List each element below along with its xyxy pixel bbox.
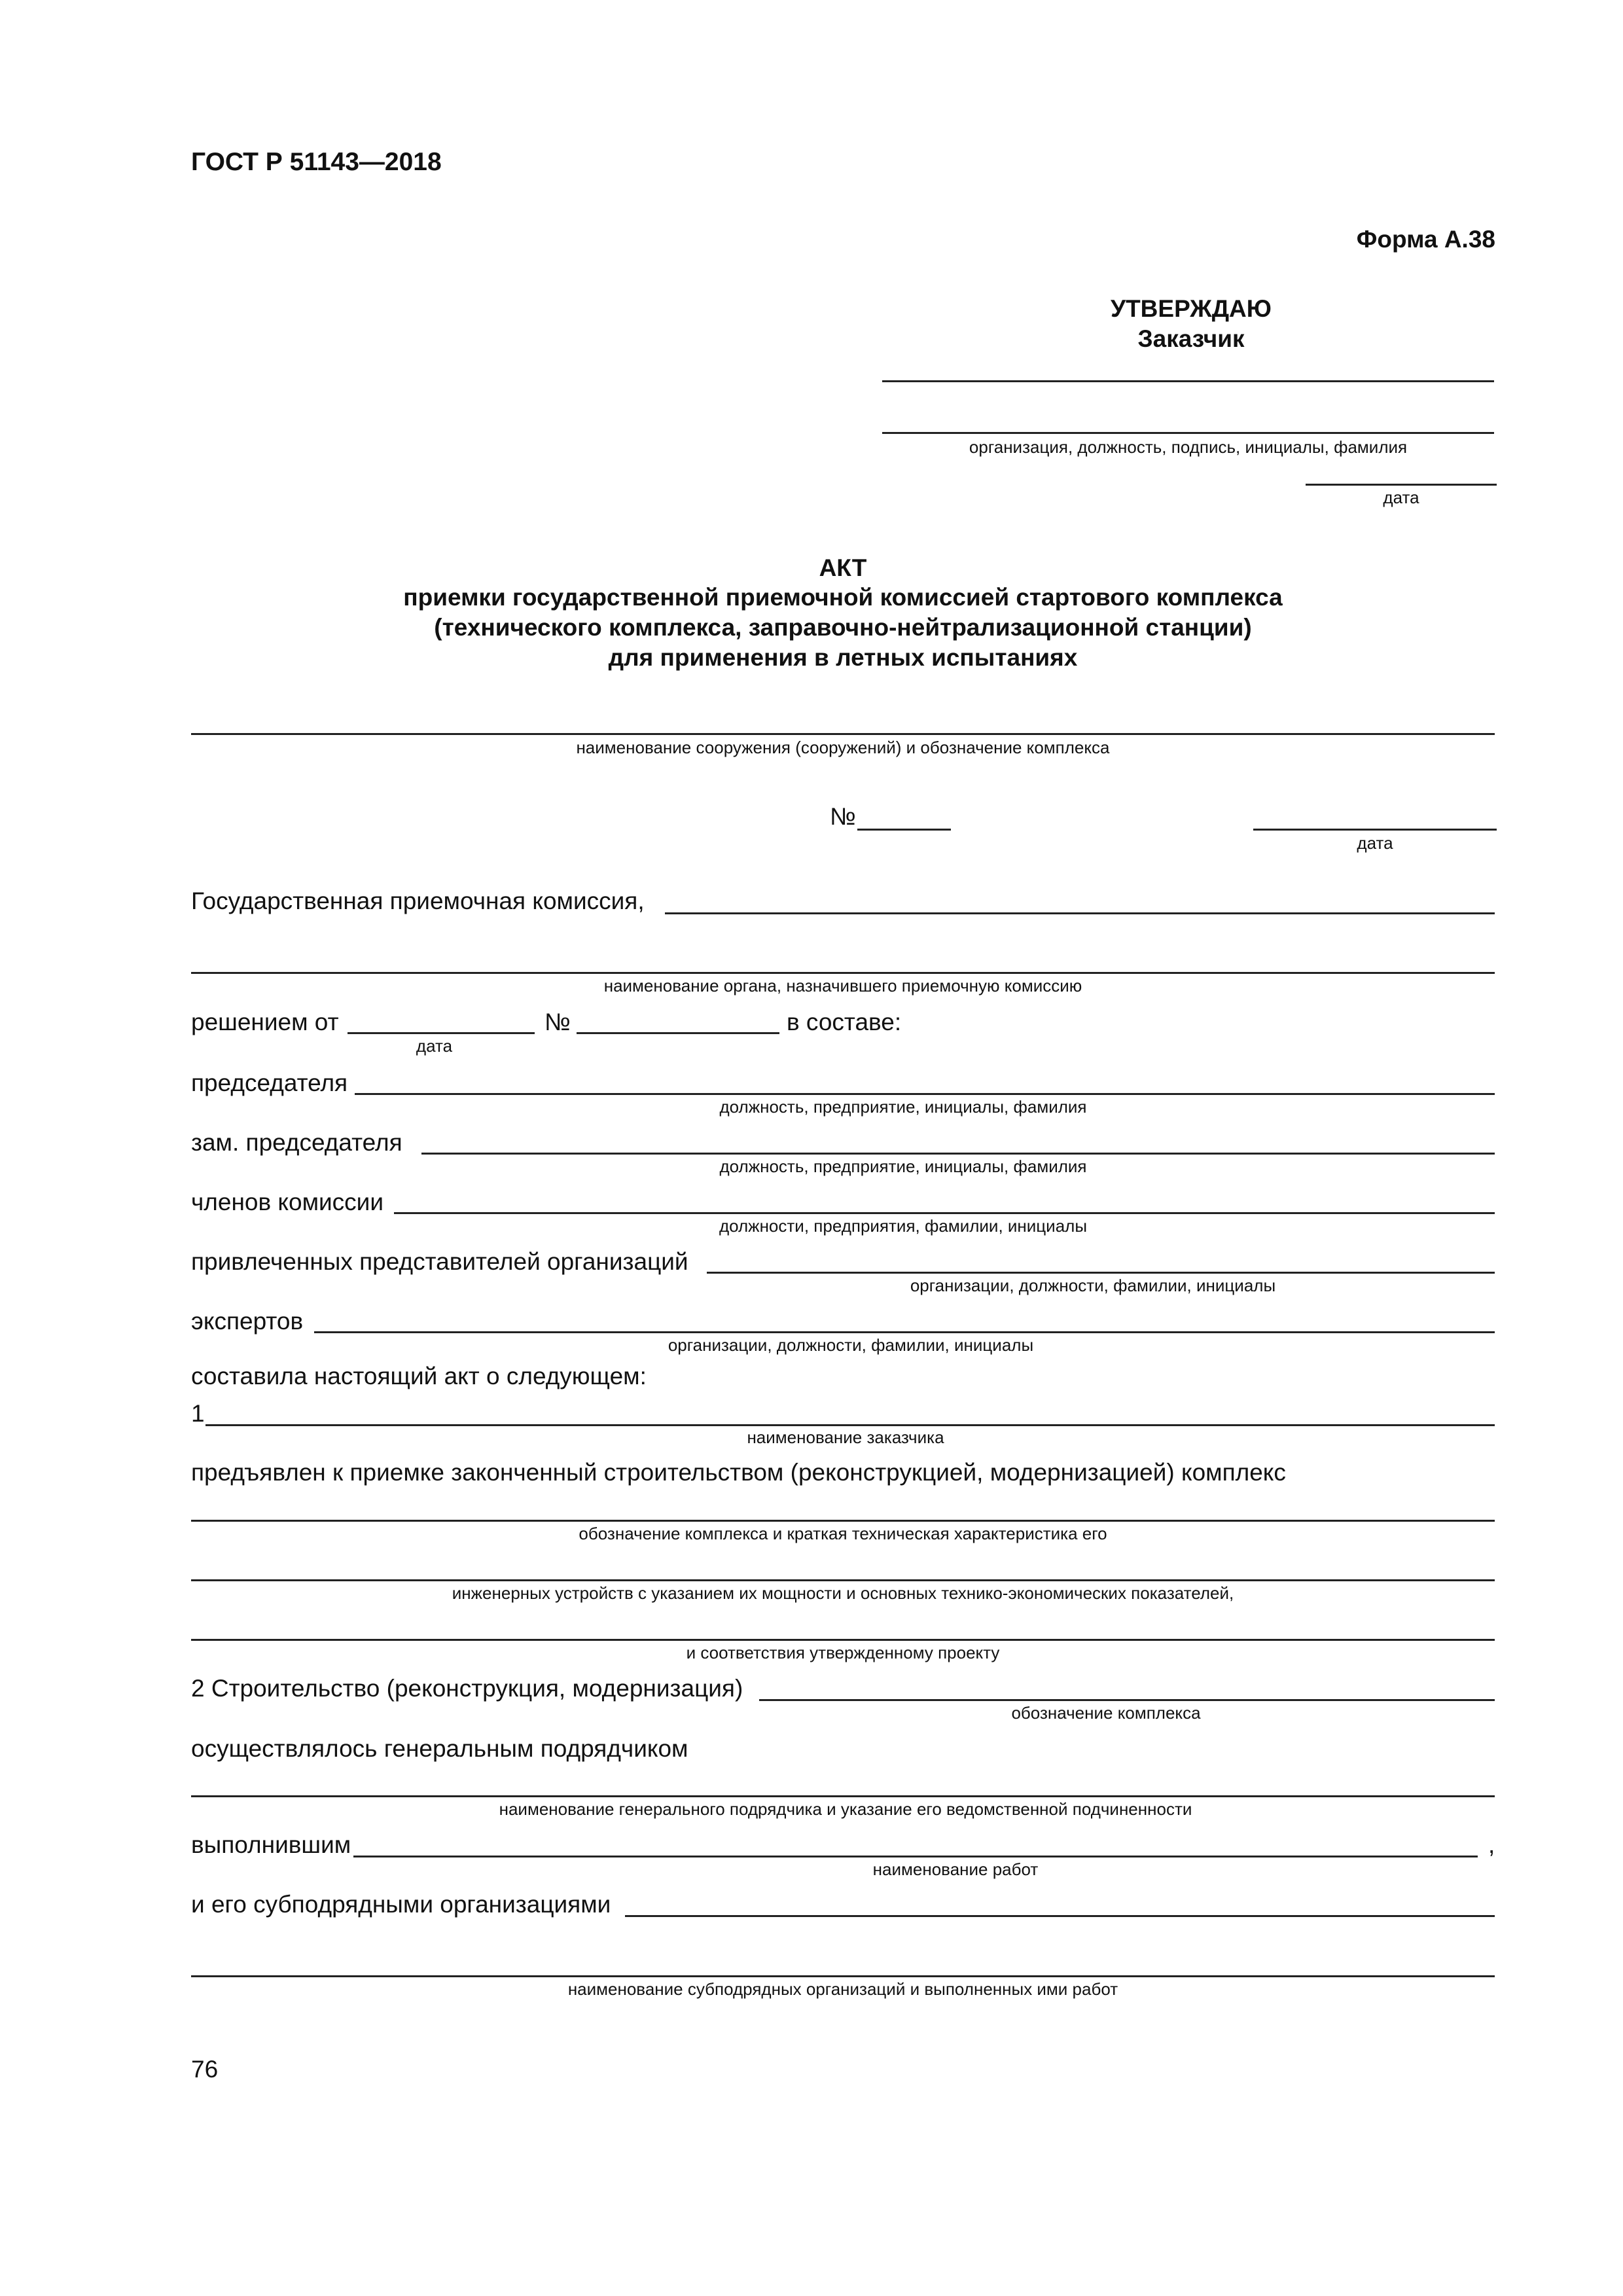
subcontractors-label: и его субподрядными организациями	[191, 1891, 611, 1918]
commission-label: Государственная приемочная комиссия,	[191, 888, 645, 914]
performed-caption: наименование работ	[872, 1859, 1039, 1879]
item-2-label: 2 Строительство (реконструкция, модернизация)	[191, 1675, 743, 1702]
commission-line[interactable]	[665, 912, 1495, 914]
composition-label: в составе:	[787, 1009, 902, 1035]
representatives-caption: организации, должности, фамилии, инициалы	[910, 1276, 1276, 1295]
act-number-sign: №	[830, 803, 856, 830]
decision-date-caption: дата	[416, 1036, 453, 1056]
decision-number-sign: №	[544, 1009, 571, 1035]
members-caption: должности, предприятия, фамилии, инициалы	[719, 1216, 1088, 1236]
project-compliance-caption: и соответствия утвержденному проекту	[686, 1643, 1000, 1662]
complex-designation-caption: обозначение комплекса и краткая техническая характеристика его	[579, 1524, 1107, 1543]
project-compliance-line[interactable]	[191, 1639, 1495, 1641]
deputy-caption: должность, предприятие, инициалы, фамилия	[719, 1157, 1087, 1176]
performed-label: выполнившим	[191, 1831, 351, 1858]
members-label: членов комиссии	[191, 1189, 384, 1215]
approval-date-caption: дата	[1383, 488, 1419, 507]
representatives-label: привлеченных представителей организаций	[191, 1248, 688, 1275]
approve-heading: УТВЕРЖДАЮ	[1111, 295, 1272, 322]
customer-name-caption: наименование заказчика	[747, 1427, 944, 1447]
facility-line[interactable]	[191, 733, 1495, 735]
act-number-line[interactable]	[857, 829, 951, 831]
standard-code: ГОСТ Р 51143—2018	[191, 148, 442, 176]
complex-designation-line[interactable]	[191, 1520, 1495, 1522]
approval-signature-line[interactable]	[882, 380, 1494, 382]
appointing-body-caption: наименование органа, назначившего приемочную комиссию	[603, 976, 1082, 996]
customer-heading: Заказчик	[1137, 325, 1245, 352]
act-subtitle-line-3: для применения в летных испытаниях	[608, 644, 1078, 671]
general-contractor-caption: наименование генерального подрядчика и указание его ведомственной подчиненности	[499, 1799, 1192, 1819]
page-number: 76	[191, 2056, 219, 2083]
appointing-body-line[interactable]	[191, 972, 1495, 974]
act-subtitle-line-1: приемки государственной приемочной комиссией стартового комплекса	[403, 584, 1283, 611]
experts-caption: организации, должности, фамилии, инициалы	[668, 1335, 1034, 1355]
decision-date-line[interactable]	[348, 1032, 535, 1034]
performed-line[interactable]	[353, 1856, 1478, 1857]
act-title: АКТ	[819, 554, 867, 581]
facility-caption: наименование сооружения (сооружений) и обозначение комплекса	[576, 738, 1110, 757]
subcontractors-works-line[interactable]	[191, 1975, 1495, 1977]
presented-text: предъявлен к приемке законченный строительством (реконструкцией, модернизацией) комплекс	[191, 1459, 1286, 1486]
approval-org-line[interactable]	[882, 432, 1494, 434]
subcontractors-caption: наименование субподрядных организаций и выполненных ими работ	[567, 1979, 1118, 1999]
experts-line[interactable]	[314, 1331, 1495, 1333]
chairman-caption: должность, предприятие, инициалы, фамилия	[719, 1097, 1087, 1117]
act-date-caption: дата	[1357, 833, 1393, 853]
general-contractor-line[interactable]	[191, 1795, 1495, 1797]
item-2-line[interactable]	[759, 1699, 1495, 1701]
representatives-line[interactable]	[707, 1272, 1495, 1274]
statement-intro: составила настоящий акт о следующем:	[191, 1363, 647, 1390]
chairman-label: председателя	[191, 1069, 348, 1096]
act-subtitle-line-2: (технического комплекса, заправочно-нейтрализационной станции)	[434, 614, 1252, 641]
general-contractor-label: осуществлялось генеральным подрядчиком	[191, 1735, 688, 1762]
act-date-line[interactable]	[1253, 829, 1497, 831]
deputy-label: зам. председателя	[191, 1129, 402, 1156]
approval-org-caption: организация, должность, подпись, инициалы, фамилия	[969, 437, 1408, 457]
decision-number-line[interactable]	[577, 1032, 779, 1034]
item-1-number: 1	[191, 1400, 205, 1427]
engineering-devices-line[interactable]	[191, 1579, 1495, 1581]
form-label: Форма А.38	[1356, 226, 1495, 253]
item-2-caption: обозначение комплекса	[1011, 1703, 1201, 1723]
subcontractors-line[interactable]	[625, 1915, 1495, 1917]
chairman-line[interactable]	[355, 1093, 1495, 1095]
members-line[interactable]	[394, 1212, 1495, 1214]
performed-comma: ,	[1488, 1831, 1495, 1858]
customer-name-line[interactable]	[205, 1424, 1495, 1426]
deputy-line[interactable]	[421, 1153, 1495, 1155]
engineering-devices-caption: инженерных устройств с указанием их мощности и основных технико-экономических показателей,	[452, 1583, 1234, 1603]
decision-label: решением от	[191, 1009, 339, 1035]
experts-label: экспертов	[191, 1308, 304, 1335]
approval-date-line[interactable]	[1306, 484, 1497, 486]
